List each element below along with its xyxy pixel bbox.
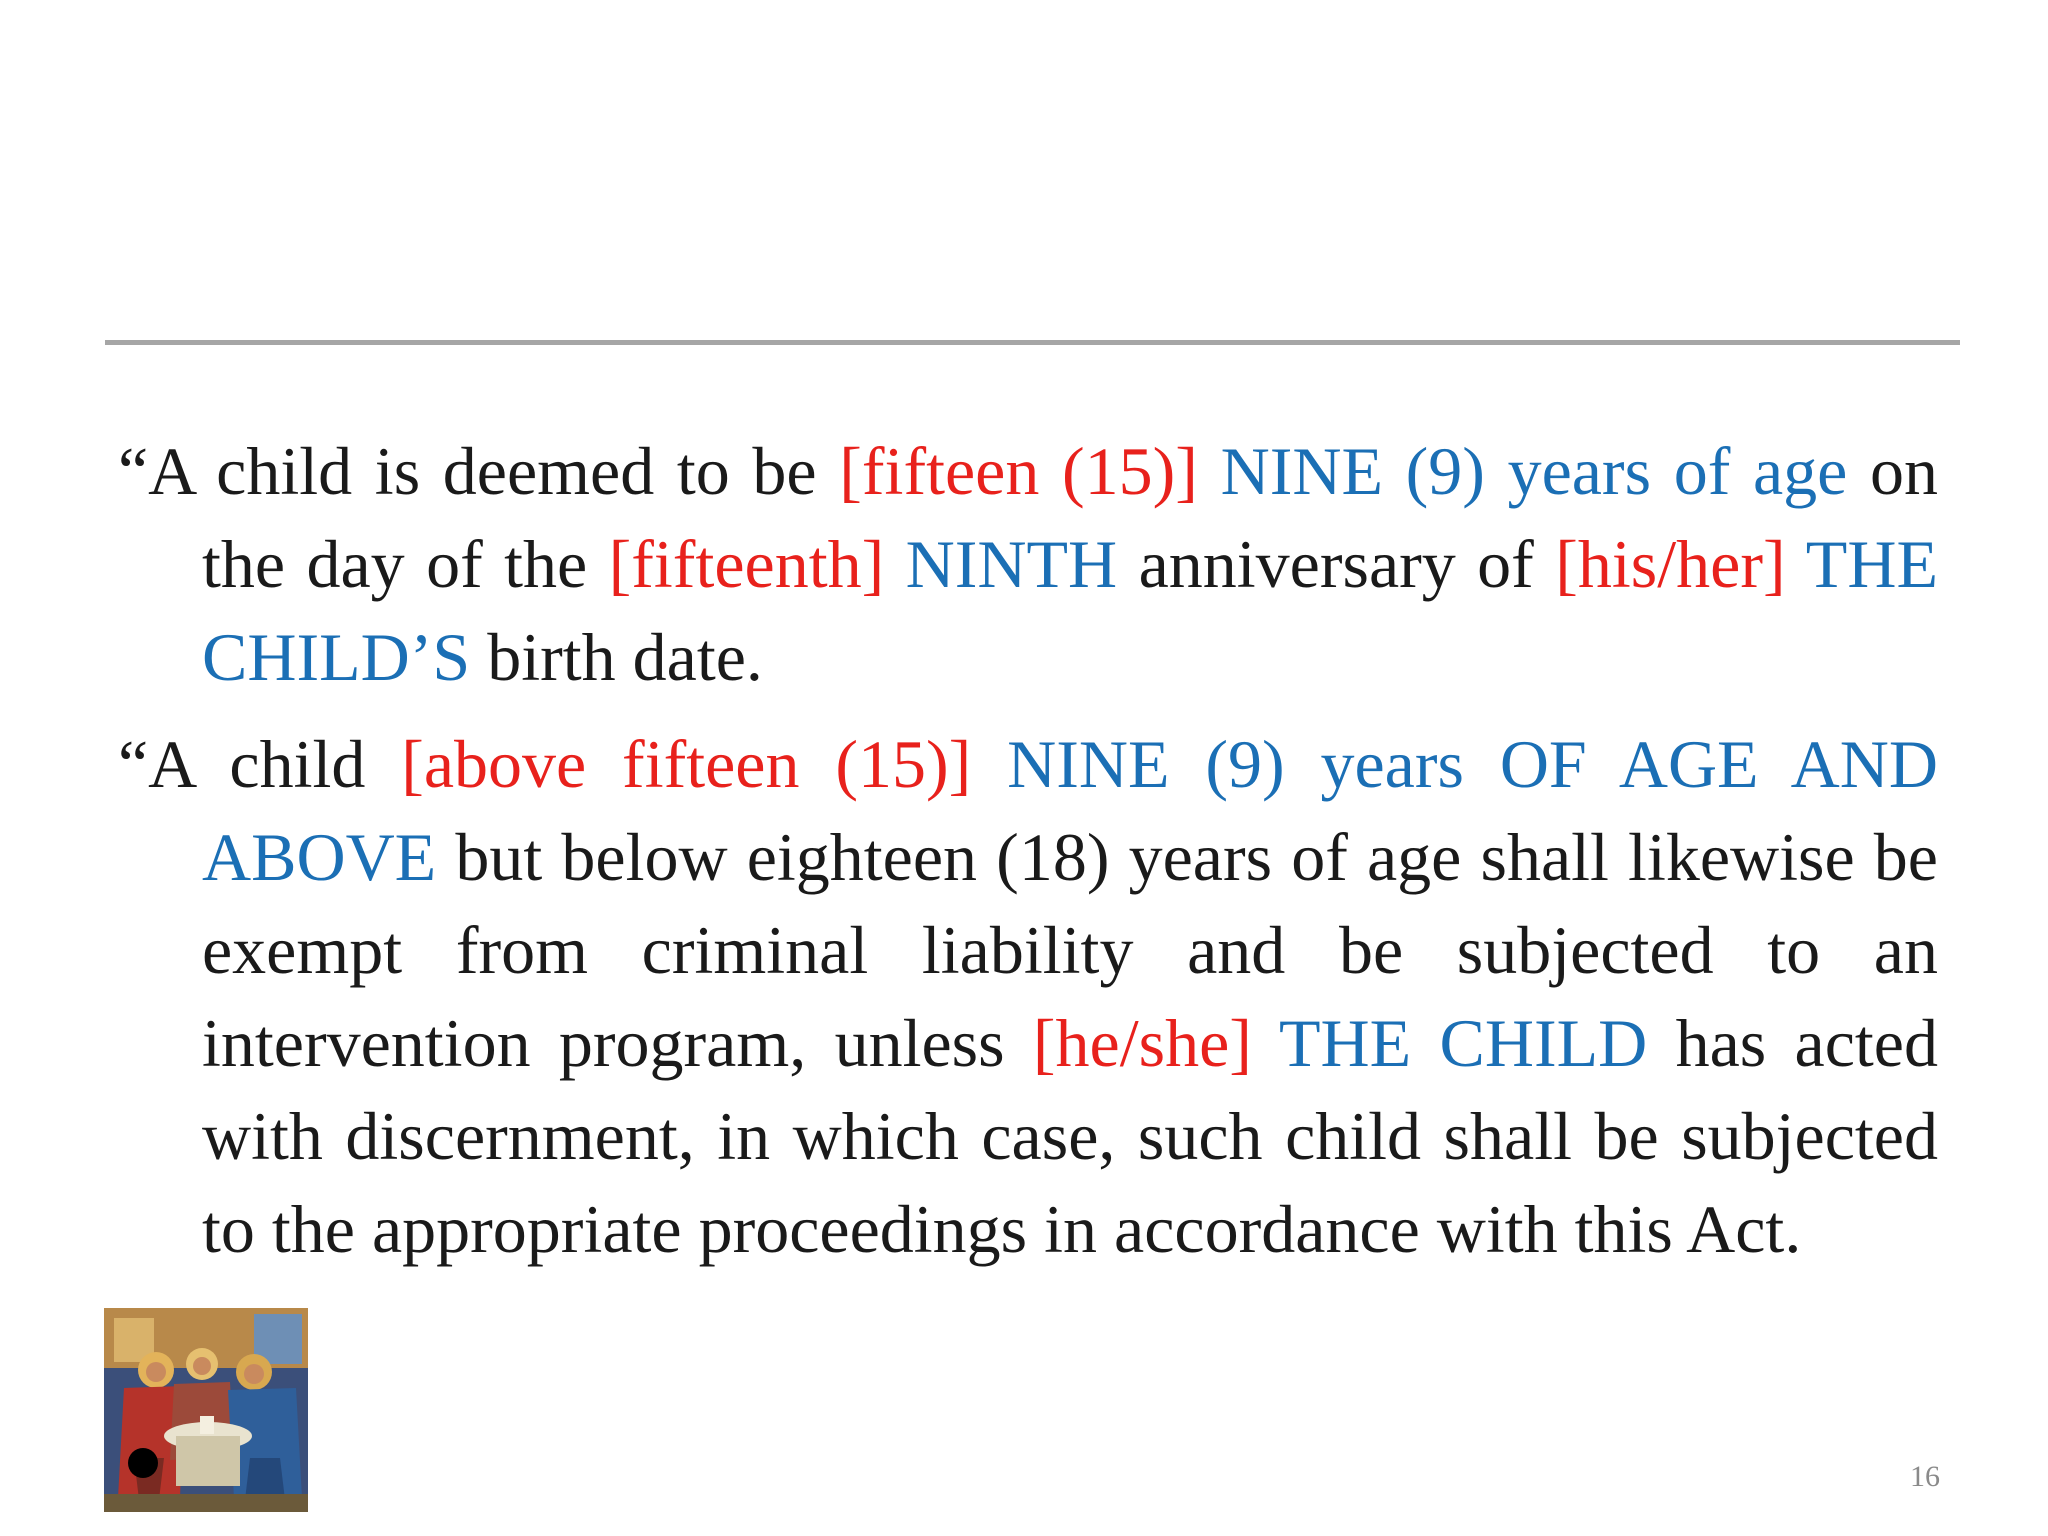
deleted-text: [his/her] xyxy=(1555,526,1786,602)
deleted-text: [he/she] xyxy=(1032,1005,1252,1081)
segment: birth date. xyxy=(470,619,763,695)
inserted-text: NINTH xyxy=(884,526,1118,602)
slide-number: 16 xyxy=(1910,1460,1940,1493)
deleted-text: [fifteen (15)] xyxy=(839,433,1198,509)
bullet-dot-icon xyxy=(128,1448,158,1478)
slide-body xyxy=(118,425,1938,1290)
segment: anniversary of xyxy=(1117,526,1556,602)
segment: but below eighteen (18) years of age shall likewise be exempt from criminal liability and be subjected to an intervention program, unless xyxy=(202,819,1938,1081)
painting-thumbnail-icon xyxy=(104,1308,308,1512)
paragraph-exemption xyxy=(118,718,1938,1276)
inserted-text: THE CHILD xyxy=(1251,1005,1648,1081)
segment: on the day of the xyxy=(202,433,1939,602)
deleted-text: [above fifteen (15)] xyxy=(401,726,972,802)
inserted-text: NINE (9) years OF AGE AND ABOVE xyxy=(202,726,1938,895)
segment: has acted with discernment, in which case, such child shall be subjected to the appropriate proceedings in accordance with this Act. xyxy=(202,1005,1938,1267)
segment: “A child is deemed to be xyxy=(118,433,840,509)
inserted-text: NINE (9) years of age xyxy=(1197,433,1848,509)
segment: “A child xyxy=(118,726,402,802)
paragraph-age-definition xyxy=(118,425,1938,704)
title-divider-line xyxy=(105,340,1960,345)
deleted-text: [fifteenth] xyxy=(608,526,885,602)
inserted-text: THE CHILD’S xyxy=(202,526,1938,695)
